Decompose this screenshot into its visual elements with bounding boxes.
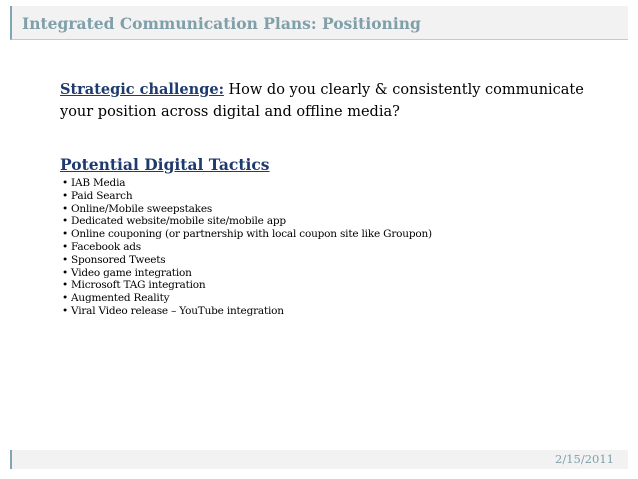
bullet-icon: • — [62, 215, 68, 228]
bullet-icon: • — [62, 202, 68, 215]
bullet-icon: • — [62, 292, 68, 305]
list-item: • IAB Media — [62, 177, 126, 189]
list-item: • Augmented Reality — [62, 292, 170, 305]
list-item: • Online couponing (or partnership with local coupon site like Groupon) — [62, 228, 432, 241]
bullet-icon: • — [62, 266, 68, 279]
footer-bar — [10, 450, 628, 469]
list-item: • Facebook ads — [62, 240, 141, 253]
slide-title: Integrated Communication Plans: Positioning — [22, 14, 421, 33]
list-item: • Video game integration — [62, 266, 192, 279]
bullet-icon: • — [62, 240, 68, 253]
bullet-icon: • — [62, 228, 68, 241]
list-item: • Microsoft TAG integration — [62, 279, 206, 292]
list-item: • Paid Search — [62, 189, 133, 202]
list-item: • Sponsored Tweets — [62, 253, 166, 266]
list-item: • Dedicated website/mobile site/mobile app — [62, 215, 286, 228]
tactics-heading: Potential Digital Tactics — [60, 155, 270, 174]
list-item: • Viral Video release – YouTube integration — [62, 304, 284, 317]
bullet-icon: • — [62, 177, 68, 189]
challenge-label: Strategic challenge: — [60, 81, 224, 98]
bullet-icon: • — [62, 304, 68, 317]
list-item: • Online/Mobile sweepstakes — [62, 202, 213, 215]
bullet-icon: • — [62, 253, 68, 266]
title-bar — [10, 6, 628, 40]
tactics-list — [62, 177, 432, 318]
strategic-challenge — [60, 79, 600, 123]
bullet-icon: • — [62, 189, 68, 202]
slide-date: 2/15/2011 — [555, 452, 614, 466]
bullet-icon: • — [62, 279, 68, 292]
challenge-text: How do you clearly & consistently communicate your position across digital and offline media? — [60, 82, 584, 120]
